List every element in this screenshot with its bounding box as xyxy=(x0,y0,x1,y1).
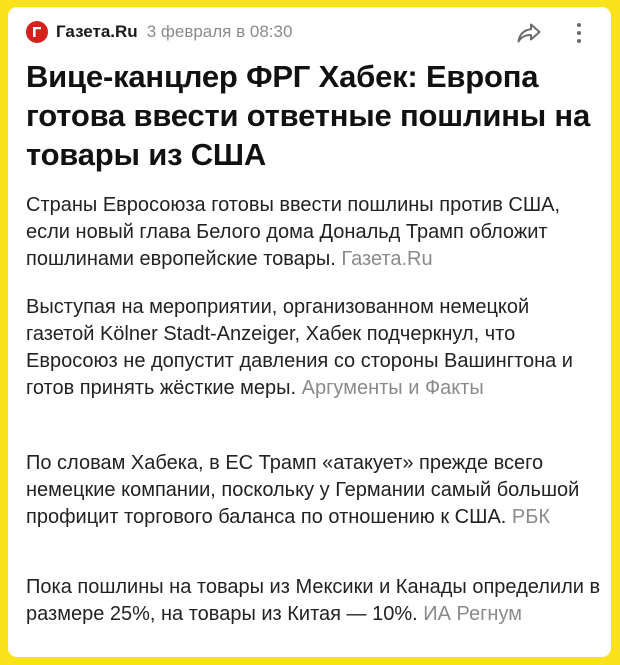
article-paragraph xyxy=(26,574,601,628)
paragraph-source-link[interactable]: РБК xyxy=(511,506,551,528)
article-paragraph xyxy=(26,450,601,531)
paragraph-text: По словам Хабека, в ЕС Трамп «атакует» прежде всего немецкие компании, поскольку у Германии самый большой профицит торгового баланса по отношению к США. xyxy=(26,452,580,528)
more-options-button[interactable] xyxy=(567,19,591,47)
paragraph-source-link[interactable]: ИА Регнум xyxy=(423,603,522,625)
paragraph-text: Страны Евросоюза готовы ввести пошлины против США, если новый глава Белого дома Дональд Трамп обложит пошлинами европейские товары. xyxy=(26,194,561,270)
publish-date: 3 февраля в 08:30 xyxy=(146,22,293,41)
paragraph-text: Пока пошлины на товары из Мексики и Канады определили в размере 25%, на товары из Китая — 10%. xyxy=(26,576,601,625)
card-header xyxy=(26,17,593,47)
paragraph-source-link[interactable]: Аргументы и Факты xyxy=(301,377,484,399)
share-icon xyxy=(516,22,542,44)
article-title: Вице-канцлер ФРГ Хабек: Европа готова ввести ответные пошлины на товары из США xyxy=(26,59,590,172)
article-paragraph xyxy=(26,294,601,402)
paragraph-text: Выступая на мероприятии, организованном немецкой газетой Kölner Stadt-Anzeiger, Хабек подчеркнул, что Евросоюз не допустит давления со стороны Вашингтона и готов принять жёсткие меры. xyxy=(26,296,573,399)
more-vertical-icon xyxy=(577,23,581,27)
share-button[interactable] xyxy=(515,20,543,46)
paragraph-source-link[interactable]: Газета.Ru xyxy=(341,248,433,270)
article-paragraph xyxy=(26,192,601,273)
news-card xyxy=(8,7,611,657)
source-logo-icon[interactable] xyxy=(26,21,48,43)
source-name[interactable]: Газета.Ru xyxy=(56,22,138,41)
